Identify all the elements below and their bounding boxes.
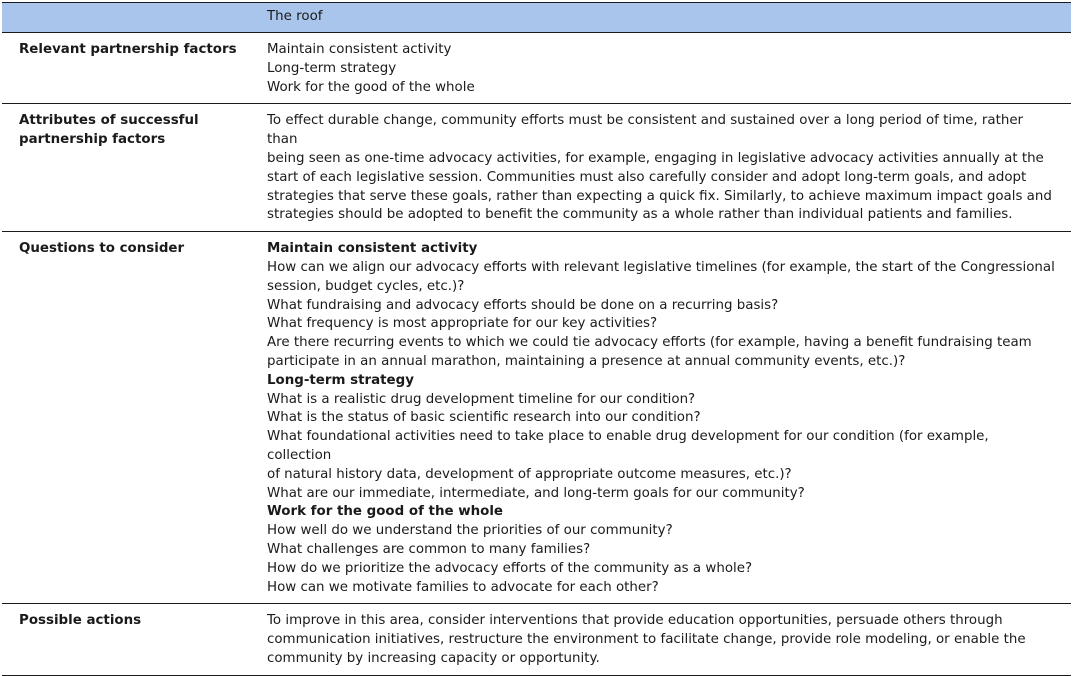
question-line: session, budget cycles, etc.)? [267, 278, 465, 294]
question-line: What are our immediate, intermediate, and long-term goals for our community? [267, 485, 805, 501]
question-line: How well do we understand the priorities of our community? [267, 523, 673, 539]
row-possible-actions [2, 604, 1071, 675]
question-line: How do we prioritize the advocacy efforts of the community as a whole? [267, 560, 753, 576]
factor-item: Long-term strategy [267, 60, 397, 76]
text-line: being seen as one-time advocacy activities, for example, engaging in legislative advocacy activities annually at the [267, 150, 1044, 166]
question-line: What is a realistic drug development timeline for our condition? [267, 391, 696, 407]
row-partnership-factors [2, 33, 1071, 104]
question-line: What is the status of basic scientific research into our condition? [267, 410, 701, 426]
factor-item: Work for the good of the whole [267, 79, 475, 95]
row-label: Questions to consider [2, 232, 248, 604]
text-line: community by increasing capacity or opportunity. [267, 650, 600, 666]
question-line: What frequency is most appropriate for our key activities? [267, 316, 658, 332]
text-line: To improve in this area, consider interventions that provide education opportunities, persuade others through [267, 613, 1003, 629]
section-heading: Long-term strategy [267, 372, 414, 388]
row-questions [2, 232, 1071, 604]
row-attributes [2, 104, 1071, 232]
row-label-line: partnership factors [19, 132, 166, 148]
table-header-row [2, 3, 1071, 33]
section-heading: Maintain consistent activity [267, 241, 478, 257]
question-line: participate in an annual marathon, maintaining a presence at annual community events, etc.)? [267, 353, 906, 369]
text-line: strategies should be adopted to benefit the community as a whole rather than individual patients and families. [267, 207, 1013, 223]
text-line: To effect durable change, community efforts must be consistent and sustained over a long period of time, rather than [267, 113, 1024, 148]
question-line: What challenges are common to many families? [267, 541, 591, 557]
row-label: Relevant partnership factors [2, 33, 248, 104]
question-line: How can we align our advocacy efforts with relevant legislative timelines (for example, the start of the Congressional [267, 259, 1055, 275]
table-header-title: The roof [2, 3, 1071, 33]
row-label: Possible actions [2, 604, 248, 675]
row-value [248, 232, 1071, 604]
factor-item: Maintain consistent activity [267, 42, 452, 57]
row-value [248, 604, 1071, 675]
question-line: of natural history data, development of appropriate outcome measures, etc.)? [267, 466, 792, 482]
question-line: Are there recurring events to which we could tie advocacy efforts (for example, having a benefit fundraising team [267, 335, 1032, 351]
text-line: strategies that serve these goals, rather than expecting a quick fix. Similarly, to achieve maximum impact goals and [267, 188, 1052, 204]
partnership-table [2, 2, 1071, 676]
question-line: How can we motivate families to advocate for each other? [267, 579, 659, 595]
question-line: What foundational activities need to take place to enable drug development for our condition (for example, collection [267, 429, 989, 463]
row-label [2, 104, 248, 232]
row-value [248, 33, 1071, 104]
question-line: What fundraising and advocacy efforts should be done on a recurring basis? [267, 297, 779, 313]
row-value [248, 104, 1071, 232]
row-label-line: Attributes of successful [19, 113, 199, 129]
section-heading: Work for the good of the whole [267, 504, 504, 520]
text-line: communication initiatives, restructure the environment to facilitate change, provide role modeling, or enable the [267, 632, 1026, 648]
text-line: start of each legislative session. Communities must also carefully consider and adopt long-term goals, and adopt [267, 169, 1027, 185]
